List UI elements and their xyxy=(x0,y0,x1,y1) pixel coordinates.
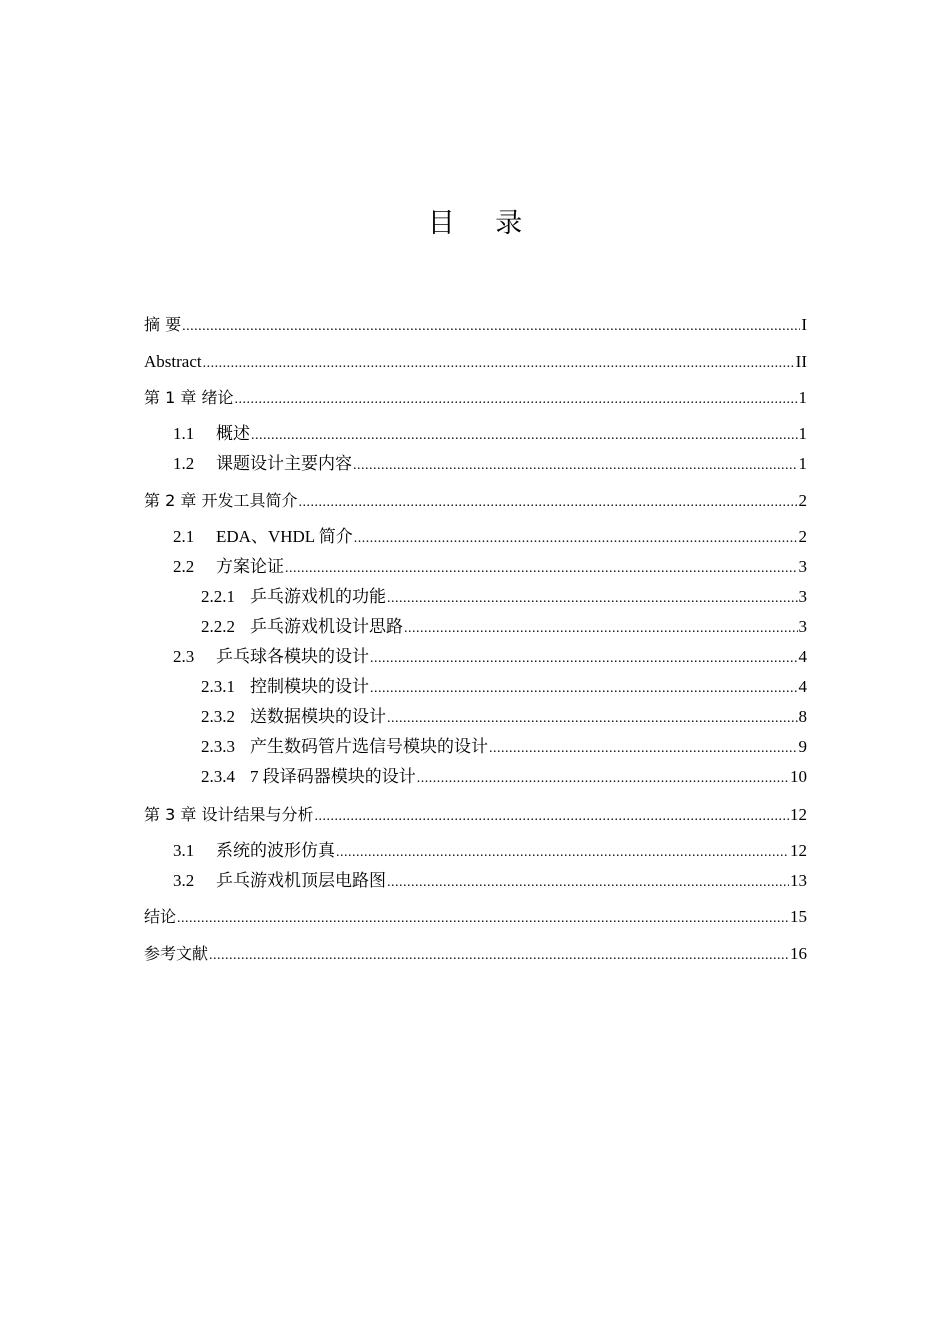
toc-entry[interactable] xyxy=(144,802,807,828)
toc-entry-label: 摘 要 xyxy=(144,315,182,334)
toc-entry-label: 乒乓球各模块的设计 xyxy=(216,647,369,666)
toc-entry-page-number: II xyxy=(795,352,807,371)
toc-entry[interactable] xyxy=(173,524,807,550)
toc-entry[interactable] xyxy=(173,554,807,580)
toc-entry-number: 3.1 xyxy=(173,841,195,860)
dot-leader xyxy=(354,526,798,552)
dot-leader xyxy=(209,943,789,969)
dot-leader xyxy=(387,870,789,896)
toc-entry-page-number: 9 xyxy=(798,737,807,756)
toc-entry-page-number: 4 xyxy=(798,677,807,696)
dot-leader xyxy=(234,387,797,413)
toc-entry-page-number: 10 xyxy=(790,767,807,786)
toc-entry-label: 控制模块的设计 xyxy=(250,677,369,696)
toc-entry-number: 1.2 xyxy=(173,454,195,473)
dot-leader xyxy=(370,646,798,672)
toc-entry-page-number: 4 xyxy=(798,647,807,666)
toc-entry[interactable] xyxy=(144,385,807,411)
toc-entry[interactable] xyxy=(173,421,807,447)
dot-leader xyxy=(285,556,798,582)
dot-leader xyxy=(177,906,789,932)
toc-entry-label: 第 1 章 绪论 xyxy=(144,388,234,407)
dot-leader xyxy=(417,766,789,792)
toc-entry-label: 乒乓游戏机的功能 xyxy=(250,587,386,606)
dot-leader xyxy=(353,453,798,479)
toc-entry-number: 2.3.4 xyxy=(201,767,235,786)
dot-leader xyxy=(182,314,800,340)
toc-entry-page-number: 3 xyxy=(798,587,807,606)
toc-entry-label: 乒乓游戏机顶层电路图 xyxy=(216,871,386,890)
toc-entry[interactable] xyxy=(201,584,807,610)
toc-entry-page-number: 15 xyxy=(790,907,807,926)
toc-entry-label: 概述 xyxy=(216,424,250,443)
toc-entry-label: 送数据模块的设计 xyxy=(250,707,386,726)
toc-entry-page-number: 16 xyxy=(790,944,807,963)
toc-entry-label: 参考文献 xyxy=(144,944,209,963)
toc-title: 目 录 xyxy=(427,208,539,239)
toc-entry-page-number: 8 xyxy=(798,707,807,726)
dot-leader xyxy=(251,423,798,449)
toc-entry-page-number: 1 xyxy=(798,388,807,407)
toc-entry-label: 结论 xyxy=(144,907,177,926)
dot-leader xyxy=(314,804,789,830)
toc-entry[interactable] xyxy=(173,838,807,864)
dot-leader xyxy=(489,736,798,762)
toc-entry-page-number: I xyxy=(801,315,807,334)
toc-entry-page-number: 3 xyxy=(798,557,807,576)
toc-entry-page-number: 13 xyxy=(790,871,807,890)
toc-entry[interactable] xyxy=(201,704,807,730)
toc-entry-label: 第 2 章 开发工具简介 xyxy=(144,491,298,510)
dot-leader xyxy=(298,490,797,516)
toc-entry-page-number: 12 xyxy=(790,841,807,860)
dot-leader xyxy=(336,840,789,866)
toc-entry-number: 2.2.1 xyxy=(201,587,235,606)
toc-entry-label: 乒乓游戏机设计思路 xyxy=(250,617,403,636)
toc-entry-number: 2.3 xyxy=(173,647,195,666)
toc-entry-label: EDA、VHDL 简介 xyxy=(216,527,353,546)
toc-entry-page-number: 2 xyxy=(798,491,807,510)
toc-entry-label: 第 3 章 设计结果与分析 xyxy=(144,805,314,824)
toc-entry[interactable] xyxy=(173,644,807,670)
toc-entry-page-number: 12 xyxy=(790,805,807,824)
toc-entry[interactable] xyxy=(201,764,807,790)
toc-entry-number: 2.3.1 xyxy=(201,677,235,696)
toc-entry[interactable] xyxy=(173,451,807,477)
toc-entry-number: 3.2 xyxy=(173,871,195,890)
toc-entry-label: 系统的波形仿真 xyxy=(216,841,335,860)
dot-leader xyxy=(387,586,798,612)
toc-entry-number: 2.2.2 xyxy=(201,617,235,636)
toc-entry-page-number: 1 xyxy=(798,454,807,473)
dot-leader xyxy=(404,616,798,642)
toc-entry[interactable] xyxy=(144,349,807,375)
toc-entry[interactable] xyxy=(201,734,807,760)
toc-entry-label: 方案论证 xyxy=(216,557,284,576)
toc-entry-page-number: 3 xyxy=(798,617,807,636)
dot-leader xyxy=(370,676,798,702)
toc-entry-page-number: 1 xyxy=(798,424,807,443)
toc-entry[interactable] xyxy=(173,868,807,894)
toc-entry[interactable] xyxy=(144,941,807,967)
toc-entry[interactable] xyxy=(201,674,807,700)
toc-entry[interactable] xyxy=(144,312,807,338)
toc-entry-label: Abstract xyxy=(144,352,202,371)
toc-entry-number: 1.1 xyxy=(173,424,195,443)
toc-entry-label: 7 段译码器模块的设计 xyxy=(250,767,416,786)
toc-entry-label: 产生数码管片选信号模块的设计 xyxy=(250,737,488,756)
toc-entry-number: 2.3.2 xyxy=(201,707,235,726)
toc-entry-number: 2.3.3 xyxy=(201,737,235,756)
toc-entry-number: 2.1 xyxy=(173,527,195,546)
toc-entry-number: 2.2 xyxy=(173,557,195,576)
toc-entry[interactable] xyxy=(144,488,807,514)
toc-entry[interactable] xyxy=(201,614,807,640)
toc-entry-page-number: 2 xyxy=(798,527,807,546)
toc-entry[interactable] xyxy=(144,904,807,930)
dot-leader xyxy=(387,706,798,732)
toc-entry-label: 课题设计主要内容 xyxy=(216,454,352,473)
dot-leader xyxy=(203,351,795,377)
